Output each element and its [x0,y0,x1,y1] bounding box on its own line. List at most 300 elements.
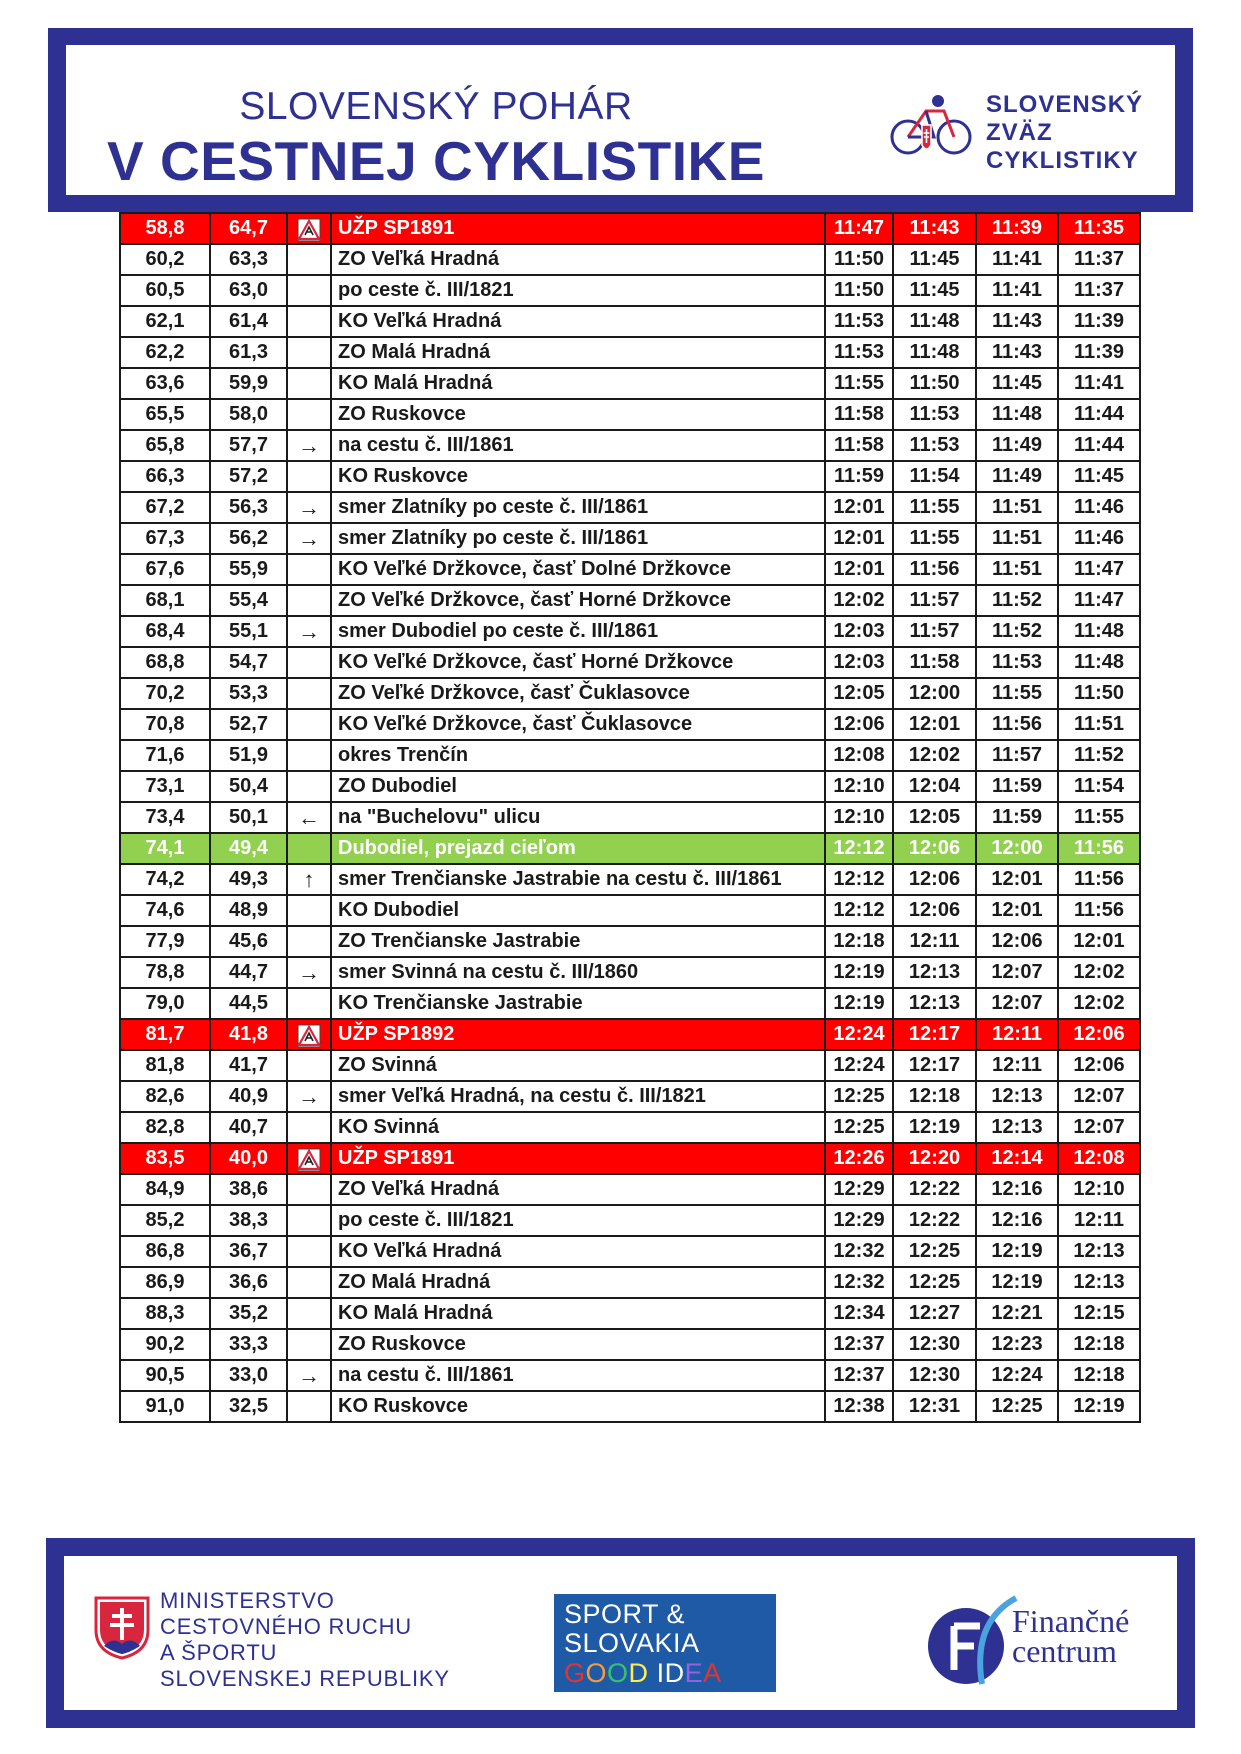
remaining-km-cell: 55,9 [210,554,287,585]
km-cell: 70,8 [120,709,210,740]
km-cell: 78,8 [120,957,210,988]
time-cell-1: 11:58 [825,430,893,461]
time-cell-2: 12:27 [893,1298,976,1329]
direction-cell [287,554,331,585]
header-panel [66,45,1175,195]
remaining-km-cell: 33,3 [210,1329,287,1360]
ministry-name-line-1: MINISTERSTVO [160,1588,335,1613]
direction-cell [287,213,331,244]
direction-cell [287,1360,331,1391]
place-cell: KO Ruskovce [331,461,825,492]
place-cell: smer Trenčianske Jastrabie na cestu č. III/1861 [331,864,825,895]
time-cell-1: 12:34 [825,1298,893,1329]
direction-cell [287,616,331,647]
table-row [120,1205,1140,1236]
time-cell-1: 12:26 [825,1143,893,1174]
direction-cell [287,1174,331,1205]
table-row [120,585,1140,616]
arrow-right-icon: → [298,494,320,520]
federation-name [986,91,1143,175]
time-cell-3: 11:51 [976,554,1058,585]
km-cell: 88,3 [120,1298,210,1329]
time-cell-1: 12:18 [825,926,893,957]
time-cell-1: 11:55 [825,368,893,399]
table-row [120,895,1140,926]
arrow-right-icon: → [298,618,320,644]
cycling-federation-logo [886,89,976,169]
place-cell: KO Malá Hradná [331,1298,825,1329]
remaining-km-cell: 61,4 [210,306,287,337]
table-row [120,306,1140,337]
time-cell-1: 12:10 [825,802,893,833]
km-cell: 90,5 [120,1360,210,1391]
time-cell-3: 11:43 [976,306,1058,337]
place-cell: KO Veľká Hradná [331,306,825,337]
ministry-name-line-2: CESTOVNÉHO RUCHU [160,1614,412,1639]
table-row [120,461,1140,492]
time-cell-2: 12:17 [893,1050,976,1081]
table-row [120,492,1140,523]
direction-cell [287,833,331,864]
time-cell-2: 12:30 [893,1329,976,1360]
place-cell: ZO Malá Hradná [331,337,825,368]
time-cell-3: 11:56 [976,709,1058,740]
km-cell: 85,2 [120,1205,210,1236]
time-cell-3: 11:51 [976,523,1058,554]
time-cell-2: 11:48 [893,306,976,337]
km-cell: 91,0 [120,1391,210,1422]
time-cell-1: 12:19 [825,957,893,988]
time-cell-1: 11:58 [825,399,893,430]
time-cell-1: 12:12 [825,833,893,864]
km-cell: 60,5 [120,275,210,306]
table-row [120,399,1140,430]
table-row [120,957,1140,988]
place-cell: ZO Ruskovce [331,399,825,430]
railroad-crossing-warning-icon [297,218,321,242]
sport-slovakia-logo [554,1594,776,1692]
remaining-km-cell: 36,7 [210,1236,287,1267]
time-cell-1: 12:24 [825,1050,893,1081]
direction-cell [287,430,331,461]
table-row [120,1174,1140,1205]
direction-cell [287,461,331,492]
place-cell: KO Ruskovce [331,1391,825,1422]
direction-cell [287,864,331,895]
time-cell-2: 12:22 [893,1174,976,1205]
arrow-right-icon: → [298,432,320,458]
time-cell-1: 12:24 [825,1019,893,1050]
remaining-km-cell: 35,2 [210,1298,287,1329]
time-cell-4: 12:13 [1058,1236,1140,1267]
time-cell-3: 11:39 [976,213,1058,244]
km-cell: 74,6 [120,895,210,926]
direction-cell [287,1081,331,1112]
time-cell-4: 11:48 [1058,647,1140,678]
place-cell: na cestu č. III/1861 [331,430,825,461]
table-row [120,1236,1140,1267]
km-cell: 66,3 [120,461,210,492]
direction-cell [287,988,331,1019]
time-cell-4: 12:02 [1058,988,1140,1019]
direction-cell [287,1050,331,1081]
km-cell: 68,8 [120,647,210,678]
remaining-km-cell: 41,8 [210,1019,287,1050]
time-cell-2: 12:20 [893,1143,976,1174]
table-row [120,988,1140,1019]
time-cell-3: 11:45 [976,368,1058,399]
km-cell: 62,2 [120,337,210,368]
time-cell-3: 12:07 [976,988,1058,1019]
remaining-km-cell: 49,4 [210,833,287,864]
time-cell-2: 11:50 [893,368,976,399]
time-cell-3: 12:13 [976,1081,1058,1112]
direction-cell [287,1329,331,1360]
place-cell: KO Veľké Držkovce, časť Dolné Držkovce [331,554,825,585]
table-row [120,1391,1140,1422]
time-cell-2: 11:58 [893,647,976,678]
place-cell: KO Svinná [331,1112,825,1143]
time-cell-4: 11:54 [1058,771,1140,802]
direction-cell [287,740,331,771]
remaining-km-cell: 64,7 [210,213,287,244]
direction-cell [287,895,331,926]
time-cell-1: 12:19 [825,988,893,1019]
place-cell: UŽP SP1891 [331,1143,825,1174]
place-cell: okres Trenčín [331,740,825,771]
time-cell-3: 12:14 [976,1143,1058,1174]
time-cell-1: 12:03 [825,647,893,678]
table-row [120,275,1140,306]
time-cell-1: 12:29 [825,1205,893,1236]
time-cell-4: 12:07 [1058,1112,1140,1143]
time-cell-3: 12:11 [976,1019,1058,1050]
time-cell-4: 11:35 [1058,213,1140,244]
arrow-right-icon: → [298,1083,320,1109]
direction-cell [287,957,331,988]
title-line-2: V CESTNEJ CYKLISTIKE [107,130,765,192]
km-cell: 67,3 [120,523,210,554]
sport-logo-line-1: SPORT & [564,1599,686,1629]
direction-cell [287,275,331,306]
place-cell: ZO Svinná [331,1050,825,1081]
time-cell-4: 11:56 [1058,833,1140,864]
time-cell-3: 11:59 [976,771,1058,802]
time-cell-2: 12:05 [893,802,976,833]
financne-centrum-line-2: centrum [1012,1633,1117,1669]
direction-cell [287,399,331,430]
km-cell: 67,6 [120,554,210,585]
remaining-km-cell: 61,3 [210,337,287,368]
time-cell-4: 12:10 [1058,1174,1140,1205]
remaining-km-cell: 33,0 [210,1360,287,1391]
direction-cell [287,1112,331,1143]
table-row [120,740,1140,771]
time-cell-4: 12:02 [1058,957,1140,988]
km-cell: 74,2 [120,864,210,895]
table-row [120,337,1140,368]
federation-name-line-3: CYKLISTIKY [986,147,1139,174]
time-cell-1: 12:25 [825,1081,893,1112]
time-cell-1: 12:37 [825,1360,893,1391]
table-row [120,554,1140,585]
time-cell-1: 12:12 [825,864,893,895]
sport-logo-line-3: GOOD IDEA [564,1658,722,1688]
direction-cell [287,1391,331,1422]
time-cell-4: 11:45 [1058,461,1140,492]
time-cell-3: 12:16 [976,1205,1058,1236]
timetable-body [120,213,1140,1422]
time-cell-2: 11:45 [893,275,976,306]
time-cell-3: 12:11 [976,1050,1058,1081]
time-cell-3: 12:01 [976,864,1058,895]
remaining-km-cell: 50,4 [210,771,287,802]
direction-cell [287,337,331,368]
slovak-coat-of-arms-icon [94,1596,150,1660]
table-row [120,1329,1140,1360]
time-cell-1: 11:59 [825,461,893,492]
km-cell: 73,1 [120,771,210,802]
time-cell-3: 11:55 [976,678,1058,709]
time-cell-3: 11:49 [976,461,1058,492]
table-row [120,1360,1140,1391]
time-cell-3: 11:57 [976,740,1058,771]
remaining-km-cell: 38,6 [210,1174,287,1205]
federation-name-line-2: ZVÄZ [986,119,1053,146]
km-cell: 81,8 [120,1050,210,1081]
direction-cell [287,802,331,833]
km-cell: 90,2 [120,1329,210,1360]
table-row [120,1112,1140,1143]
time-cell-4: 12:06 [1058,1019,1140,1050]
time-cell-2: 12:13 [893,988,976,1019]
table-row [120,244,1140,275]
arrow-right-icon: → [298,959,320,985]
time-cell-2: 12:13 [893,957,976,988]
time-cell-4: 12:18 [1058,1360,1140,1391]
time-cell-4: 12:07 [1058,1081,1140,1112]
km-cell: 79,0 [120,988,210,1019]
time-cell-4: 11:44 [1058,399,1140,430]
time-cell-3: 11:48 [976,399,1058,430]
time-cell-2: 11:57 [893,616,976,647]
time-cell-3: 11:59 [976,802,1058,833]
time-cell-1: 12:32 [825,1236,893,1267]
footer-banner [46,1538,1195,1728]
time-cell-1: 12:08 [825,740,893,771]
km-cell: 65,5 [120,399,210,430]
remaining-km-cell: 51,9 [210,740,287,771]
time-cell-3: 12:06 [976,926,1058,957]
time-cell-2: 11:53 [893,399,976,430]
remaining-km-cell: 32,5 [210,1391,287,1422]
time-cell-3: 11:52 [976,616,1058,647]
federation-name-line-1: SLOVENSKÝ [986,91,1144,118]
remaining-km-cell: 54,7 [210,647,287,678]
remaining-km-cell: 58,0 [210,399,287,430]
table-row [120,926,1140,957]
time-cell-3: 11:51 [976,492,1058,523]
time-cell-3: 12:13 [976,1112,1058,1143]
direction-cell [287,368,331,399]
table-row [120,523,1140,554]
km-cell: 77,9 [120,926,210,957]
time-cell-1: 12:37 [825,1329,893,1360]
timetable [119,212,1141,1423]
time-cell-1: 12:06 [825,709,893,740]
table-row [120,647,1140,678]
remaining-km-cell: 49,3 [210,864,287,895]
place-cell: smer Svinná na cestu č. III/1860 [331,957,825,988]
ministry-name [160,1588,450,1692]
table-row [120,1019,1140,1050]
place-cell: smer Dubodiel po ceste č. III/1861 [331,616,825,647]
place-cell: ZO Veľké Držkovce, časť Čuklasovce [331,678,825,709]
km-cell: 65,8 [120,430,210,461]
table-row [120,709,1140,740]
sport-logo-line-2: SLOVAKIA [564,1628,700,1658]
footer-panel [64,1556,1177,1710]
direction-cell [287,244,331,275]
time-cell-2: 12:06 [893,833,976,864]
time-cell-1: 12:32 [825,1267,893,1298]
time-cell-2: 12:18 [893,1081,976,1112]
time-cell-3: 11:52 [976,585,1058,616]
place-cell: ZO Veľká Hradná [331,1174,825,1205]
remaining-km-cell: 45,6 [210,926,287,957]
remaining-km-cell: 44,5 [210,988,287,1019]
place-cell: KO Veľká Hradná [331,1236,825,1267]
time-cell-3: 12:25 [976,1391,1058,1422]
remaining-km-cell: 53,3 [210,678,287,709]
table-row [120,802,1140,833]
table-row [120,771,1140,802]
time-cell-4: 12:18 [1058,1329,1140,1360]
table-row [120,1050,1140,1081]
km-cell: 68,1 [120,585,210,616]
km-cell: 62,1 [120,306,210,337]
remaining-km-cell: 55,1 [210,616,287,647]
place-cell: KO Malá Hradná [331,368,825,399]
time-cell-1: 12:25 [825,1112,893,1143]
place-cell: ZO Malá Hradná [331,1267,825,1298]
time-cell-3: 12:19 [976,1236,1058,1267]
time-cell-4: 12:11 [1058,1205,1140,1236]
direction-cell [287,306,331,337]
km-cell: 86,9 [120,1267,210,1298]
table-row [120,616,1140,647]
table-row [120,864,1140,895]
time-cell-2: 11:48 [893,337,976,368]
place-cell: KO Trenčianske Jastrabie [331,988,825,1019]
time-cell-2: 11:54 [893,461,976,492]
time-cell-2: 12:30 [893,1360,976,1391]
time-cell-2: 12:31 [893,1391,976,1422]
time-cell-3: 12:24 [976,1360,1058,1391]
place-cell: smer Veľká Hradná, na cestu č. III/1821 [331,1081,825,1112]
time-cell-1: 12:01 [825,523,893,554]
time-cell-2: 12:25 [893,1236,976,1267]
time-cell-1: 11:47 [825,213,893,244]
time-cell-4: 11:56 [1058,864,1140,895]
direction-cell [287,523,331,554]
time-cell-4: 12:19 [1058,1391,1140,1422]
time-cell-3: 12:16 [976,1174,1058,1205]
time-cell-4: 11:56 [1058,895,1140,926]
time-cell-2: 11:43 [893,213,976,244]
direction-cell [287,678,331,709]
time-cell-2: 11:55 [893,492,976,523]
time-cell-4: 11:37 [1058,275,1140,306]
remaining-km-cell: 48,9 [210,895,287,926]
remaining-km-cell: 38,3 [210,1205,287,1236]
table-row [120,1298,1140,1329]
time-cell-3: 11:41 [976,275,1058,306]
remaining-km-cell: 36,6 [210,1267,287,1298]
time-cell-2: 11:55 [893,523,976,554]
remaining-km-cell: 40,9 [210,1081,287,1112]
place-cell: na cestu č. III/1861 [331,1360,825,1391]
time-cell-2: 12:25 [893,1267,976,1298]
time-cell-4: 11:39 [1058,337,1140,368]
ministry-name-line-4: SLOVENSKEJ REPUBLIKY [160,1666,450,1691]
place-cell: smer Zlatníky po ceste č. III/1861 [331,492,825,523]
place-cell: po ceste č. III/1821 [331,275,825,306]
time-cell-2: 12:22 [893,1205,976,1236]
remaining-km-cell: 52,7 [210,709,287,740]
remaining-km-cell: 63,3 [210,244,287,275]
time-cell-3: 11:43 [976,337,1058,368]
time-cell-4: 11:51 [1058,709,1140,740]
direction-cell [287,926,331,957]
km-cell: 82,8 [120,1112,210,1143]
place-cell: KO Veľké Držkovce, časť Čuklasovce [331,709,825,740]
time-cell-2: 12:06 [893,864,976,895]
km-cell: 74,1 [120,833,210,864]
remaining-km-cell: 50,1 [210,802,287,833]
direction-cell [287,1019,331,1050]
time-cell-4: 11:46 [1058,492,1140,523]
direction-cell [287,1298,331,1329]
direction-cell [287,1267,331,1298]
direction-cell [287,1143,331,1174]
time-cell-3: 11:41 [976,244,1058,275]
km-cell: 71,6 [120,740,210,771]
table-row [120,430,1140,461]
time-cell-2: 12:01 [893,709,976,740]
title-line-1: SLOVENSKÝ POHÁR [239,85,633,128]
time-cell-1: 12:05 [825,678,893,709]
financne-centrum-line-1: Finančné [1012,1603,1130,1639]
time-cell-1: 12:38 [825,1391,893,1422]
km-cell: 82,6 [120,1081,210,1112]
km-cell: 81,7 [120,1019,210,1050]
time-cell-2: 12:06 [893,895,976,926]
km-cell: 63,6 [120,368,210,399]
time-cell-4: 11:52 [1058,740,1140,771]
time-cell-2: 11:57 [893,585,976,616]
place-cell: ZO Trenčianske Jastrabie [331,926,825,957]
time-cell-2: 12:02 [893,740,976,771]
time-cell-4: 11:47 [1058,554,1140,585]
time-cell-4: 11:48 [1058,616,1140,647]
financne-centrum-logo-mark [924,1592,1018,1692]
time-cell-2: 12:19 [893,1112,976,1143]
time-cell-3: 12:23 [976,1329,1058,1360]
km-cell: 68,4 [120,616,210,647]
time-cell-1: 11:53 [825,306,893,337]
time-cell-1: 11:53 [825,337,893,368]
